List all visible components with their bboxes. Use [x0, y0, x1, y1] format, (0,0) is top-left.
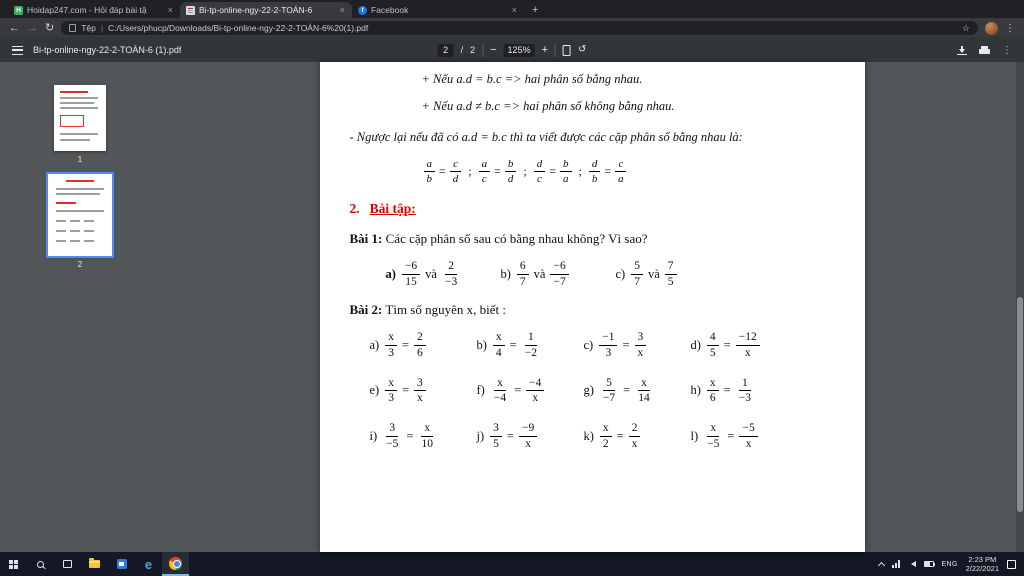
tab-strip	[0, 0, 1024, 18]
thumbnail-page-2-label: 2	[77, 260, 83, 269]
fraction	[450, 158, 462, 185]
address-bar	[0, 18, 1024, 38]
thumbnail-page-2-selected[interactable]	[48, 174, 112, 256]
fraction	[635, 377, 653, 405]
fraction-denominator: 5	[667, 275, 674, 288]
bai1-text: Các cặp phân số sau có bằng nhau không? Vì sao?	[382, 231, 648, 247]
omnibox-divider: |	[100, 23, 104, 33]
fraction-denominator: 2	[602, 437, 609, 450]
chevron-up-icon[interactable]	[878, 561, 885, 568]
bai2-text: Tìm số nguyên x, biết :	[382, 302, 506, 318]
fraction	[505, 158, 517, 185]
fraction-denominator: 6	[709, 392, 716, 405]
bai2-title	[350, 302, 865, 318]
toolbar-divider	[482, 44, 483, 57]
forward-icon[interactable]: →	[27, 21, 38, 34]
fraction	[600, 377, 618, 405]
equals-sign: =	[727, 428, 735, 443]
tab-facebook[interactable]	[352, 2, 524, 18]
equals-sign: =	[401, 383, 410, 398]
fraction	[522, 331, 540, 359]
fraction-denominator: b	[591, 173, 598, 186]
edge-button[interactable]	[135, 552, 162, 576]
fraction	[707, 331, 719, 359]
fraction	[490, 422, 502, 450]
equals-sign: =	[549, 164, 557, 179]
fraction	[526, 377, 544, 405]
scheme-label: Tệp	[81, 23, 96, 33]
tab-title: Bi-tp-online-ngy-22-2-TOÁN-6	[199, 5, 313, 15]
fraction-numerator: −6	[550, 260, 568, 275]
bai1-row	[386, 260, 865, 288]
fraction-numerator: a	[424, 158, 436, 172]
pdf-toolbar-right	[957, 45, 1012, 56]
fraction-numerator: x	[600, 422, 612, 437]
fraction	[550, 260, 568, 288]
search-icon	[37, 561, 44, 568]
equality-separator: ;	[523, 164, 527, 179]
fraction-numerator: b	[560, 158, 572, 172]
fraction-denominator: −7	[602, 392, 616, 405]
pdf-menu-icon[interactable]	[12, 46, 23, 55]
fraction-numerator: x	[421, 422, 433, 437]
fraction	[493, 331, 505, 359]
edge-icon: e	[144, 556, 153, 572]
exercise-item	[477, 377, 584, 405]
tab-close-icon[interactable]: ×	[167, 5, 173, 15]
fraction	[589, 158, 601, 185]
scrollbar-thumb[interactable]	[1017, 297, 1023, 512]
fraction-denominator: d	[452, 173, 459, 186]
network-icon[interactable]	[892, 560, 900, 568]
profile-avatar[interactable]	[985, 22, 998, 35]
fraction-denominator: x	[417, 392, 423, 405]
fraction-numerator: 3	[490, 422, 502, 437]
tab-title: Facebook	[371, 5, 409, 15]
fraction-denominator: d	[507, 173, 514, 186]
section-heading	[350, 201, 865, 217]
fraction-denominator: 14	[638, 392, 650, 405]
fraction-numerator: a	[479, 158, 491, 172]
equals-sign: =	[506, 428, 514, 443]
equality-separator: ;	[468, 164, 472, 179]
fraction	[707, 377, 719, 405]
pdf-more-icon[interactable]: ⋮	[1002, 44, 1012, 56]
exercise-item	[370, 422, 477, 450]
exercise-item	[370, 331, 477, 359]
bai2-grid	[370, 331, 865, 450]
facebook-favicon-icon: f	[358, 6, 367, 15]
fraction-numerator: −9	[519, 422, 537, 437]
bai1-label: Bài 1:	[349, 231, 383, 247]
fraction-numerator: 3	[386, 422, 398, 437]
fraction-numerator: x	[385, 377, 397, 392]
fraction-numerator: 5	[631, 260, 643, 275]
bookmark-star-icon[interactable]: ☆	[961, 22, 970, 33]
search-button[interactable]	[27, 552, 54, 576]
fraction	[665, 260, 677, 288]
fraction-denominator: x	[744, 347, 751, 360]
exercise-label: a)	[369, 338, 380, 353]
fraction-numerator: 7	[665, 260, 677, 275]
fraction-denominator: 3	[388, 392, 394, 405]
fraction-denominator: a	[618, 173, 624, 186]
fraction	[424, 158, 436, 185]
exercise-label: b)	[500, 266, 511, 281]
language-indicator[interactable]: ENG	[941, 560, 958, 568]
fraction	[414, 377, 426, 405]
fraction-numerator: −12	[736, 331, 760, 346]
fraction	[383, 422, 401, 450]
pdf-viewer	[0, 62, 1024, 552]
fraction	[631, 260, 643, 288]
fraction	[491, 377, 509, 405]
exercise-item	[584, 377, 691, 405]
pdf-page	[320, 62, 865, 552]
fraction-denominator: c	[481, 173, 487, 186]
fraction-numerator: 1	[739, 377, 751, 392]
exercise-item	[691, 377, 798, 405]
zoom-level: 125%	[504, 44, 535, 57]
fraction-denominator: −5	[386, 437, 399, 450]
notification-center-icon[interactable]	[1007, 560, 1016, 569]
exercise-item	[584, 331, 691, 359]
fraction	[599, 331, 617, 359]
exercise-label: f)	[476, 383, 485, 398]
fraction-denominator: c	[537, 173, 542, 186]
fraction-denominator: 5	[493, 437, 499, 450]
fraction-numerator: −1	[599, 331, 617, 346]
task-view-button[interactable]	[54, 552, 81, 576]
fraction-numerator: 6	[517, 260, 529, 275]
fraction	[704, 422, 722, 450]
fraction-denominator: 5	[709, 347, 716, 360]
back-icon[interactable]: ←	[9, 21, 20, 34]
store-icon	[117, 559, 127, 569]
fraction-numerator: x	[494, 377, 506, 392]
fraction-numerator: x	[638, 377, 650, 392]
fraction-denominator: 3	[388, 347, 394, 360]
fraction-denominator: −7	[553, 275, 566, 288]
clock[interactable]	[966, 555, 999, 573]
exercise-label: a)	[385, 266, 396, 281]
zoom-out-button[interactable]: −	[490, 43, 497, 56]
fraction-denominator: 6	[417, 347, 423, 360]
fraction-denominator: 15	[405, 275, 417, 288]
fraction-denominator: x	[631, 437, 638, 450]
rule-line-1: + Nếu a.d = b.c => hai phân số bằng nhau.	[421, 72, 643, 86]
equals-sign: =	[616, 428, 624, 443]
fraction-numerator: −5	[739, 422, 757, 437]
exercise-item	[616, 260, 731, 288]
file-scheme-icon	[69, 24, 76, 32]
thumbnail-sidebar	[0, 62, 160, 552]
fraction-numerator: 3	[635, 331, 647, 346]
fraction	[615, 158, 627, 185]
fraction	[600, 422, 612, 450]
fraction	[736, 331, 760, 359]
rule-line-3: - Ngược lại nếu đã có a.d = b.c thì ta viết được các cặp phân số bằng nhau là:	[349, 130, 743, 144]
exercise-item	[691, 422, 798, 450]
download-icon[interactable]	[957, 46, 967, 55]
comparison-word: và	[533, 266, 546, 281]
fraction-numerator: d	[589, 158, 601, 172]
fraction	[385, 377, 397, 405]
bai2-label: Bài 2:	[349, 302, 383, 318]
tab-pdf-active[interactable]	[180, 2, 352, 18]
tray-time: 2:23 PM	[968, 555, 997, 564]
fraction	[560, 158, 572, 185]
fit-page-icon[interactable]	[563, 45, 571, 56]
exercise-label: g)	[583, 383, 594, 398]
equals-sign: =	[494, 164, 501, 179]
equals-sign: =	[604, 164, 612, 179]
browser-menu-icon[interactable]: ⋮	[1005, 22, 1015, 34]
fraction-numerator: 4	[707, 331, 719, 346]
windows-taskbar	[0, 552, 1024, 576]
fraction	[635, 331, 647, 359]
fraction-denominator: 4	[495, 347, 502, 360]
equals-sign: =	[509, 338, 517, 353]
thumbnail-page-1-label: 1	[77, 155, 83, 164]
fraction-numerator: 5	[603, 377, 615, 392]
page-area	[160, 62, 1024, 552]
exercise-label: h)	[690, 383, 701, 398]
exercise-item	[501, 260, 616, 288]
system-tray	[879, 552, 1024, 576]
pdf-toolbar	[0, 38, 1024, 62]
taskbar-spacer	[189, 552, 879, 576]
equals-sign: =	[439, 164, 446, 179]
equals-sign: =	[623, 383, 631, 398]
fraction-denominator: 3	[605, 347, 612, 360]
pdf-toolbar-center	[438, 38, 587, 62]
fraction-numerator: x	[385, 331, 397, 346]
fraction	[402, 260, 420, 288]
fraction-numerator: 3	[414, 377, 426, 392]
thumbnail-page-1[interactable]	[54, 85, 106, 151]
exercise-item	[386, 260, 501, 288]
fraction-denominator: −5	[707, 437, 720, 450]
exercise-item	[584, 422, 691, 450]
fraction-denominator: 7	[519, 275, 526, 288]
page-separator: /	[460, 45, 464, 55]
task-view-icon	[63, 560, 72, 568]
fraction-denominator: −3	[444, 275, 458, 288]
chrome-icon	[169, 557, 182, 570]
fraction-numerator: c	[615, 158, 626, 172]
rule-line-2: + Nếu a.d ≠ b.c => hai phân số không bằng nhau.	[421, 99, 675, 113]
fraction-denominator: 7	[634, 275, 640, 288]
fraction-denominator: x	[525, 437, 531, 450]
exercise-label: c)	[615, 266, 626, 281]
folder-icon	[89, 560, 100, 568]
url-path: C:/Users/phucp/Downloads/Bi-tp-online-ngy-22-2-TOÁN-6%20(1).pdf	[108, 23, 369, 33]
exercise-item	[477, 331, 584, 359]
equals-sign: =	[514, 383, 522, 398]
exercise-item	[691, 331, 798, 359]
exercise-item	[370, 377, 477, 405]
tab-title: Hoidap247.com - Hỏi đáp bài tậ	[27, 5, 147, 15]
fraction	[629, 422, 641, 450]
exercise-label: j)	[476, 428, 485, 443]
comparison-word: và	[647, 266, 660, 281]
fraction-denominator: a	[563, 173, 569, 186]
fraction-numerator: 2	[629, 422, 641, 437]
fraction-numerator: −4	[526, 377, 544, 392]
new-tab-button[interactable]: +	[532, 4, 539, 16]
fraction-denominator: 10	[421, 437, 433, 450]
equalities-row	[423, 158, 865, 185]
fraction-denominator: b	[426, 173, 432, 186]
fraction-numerator: −6	[402, 260, 420, 275]
tab-hoidap247[interactable]	[8, 2, 180, 18]
bai1-title	[350, 231, 865, 247]
rotate-icon[interactable]: ↺	[578, 44, 587, 55]
exercise-label: k)	[583, 428, 594, 443]
hoidap247-favicon-icon: H	[14, 6, 23, 15]
exercise-label: c)	[583, 338, 594, 353]
start-button[interactable]	[0, 552, 27, 576]
fraction-denominator: −3	[738, 392, 751, 405]
battery-icon[interactable]	[924, 561, 934, 567]
fraction-numerator: x	[493, 331, 505, 346]
viewer-scrollbar[interactable]	[1016, 62, 1024, 552]
fraction-numerator: 2	[445, 260, 457, 275]
exercise-label: e)	[369, 383, 380, 398]
fraction-numerator: c	[450, 158, 461, 172]
fraction-denominator: x	[745, 437, 752, 450]
toolbar-divider	[555, 44, 556, 57]
exercise-item	[477, 422, 584, 450]
exercise-label: i)	[369, 428, 378, 443]
equals-sign: =	[622, 338, 630, 353]
equals-sign: =	[401, 338, 410, 353]
tray-date: 2/22/2021	[965, 564, 999, 573]
fraction	[736, 377, 754, 405]
windows-logo-icon	[9, 560, 18, 569]
store-button[interactable]	[108, 552, 135, 576]
exercise-label: b)	[476, 338, 487, 353]
exercise-label: l)	[690, 428, 699, 443]
url-omnibox[interactable]	[61, 21, 978, 35]
fraction-denominator: x	[532, 392, 539, 405]
page-number-input[interactable]: 2	[438, 44, 454, 57]
fraction-denominator: −2	[524, 347, 537, 360]
fraction	[517, 260, 529, 288]
equals-sign: =	[723, 338, 731, 353]
fraction-numerator: x	[707, 422, 719, 437]
fraction-denominator: x	[637, 347, 644, 360]
fraction-numerator: b	[505, 158, 517, 172]
print-icon[interactable]	[979, 46, 990, 55]
reload-icon[interactable]: ↻	[45, 21, 55, 34]
page-total: 2	[470, 45, 476, 55]
volume-icon[interactable]	[908, 561, 916, 567]
fraction	[414, 331, 426, 359]
equals-sign: =	[406, 428, 414, 443]
fraction-numerator: 1	[525, 331, 537, 346]
tab-close-icon[interactable]: ×	[339, 5, 345, 15]
equals-sign: =	[723, 383, 731, 398]
section-number: 2.	[349, 201, 360, 217]
comparison-word: và	[425, 266, 437, 281]
pdf-favicon-icon	[186, 6, 195, 15]
zoom-in-button[interactable]: +	[541, 43, 549, 56]
fraction-numerator: d	[534, 158, 546, 172]
equality-separator: ;	[578, 164, 582, 179]
fraction	[519, 422, 537, 450]
pdf-filename: Bi-tp-online-ngy-22-2-TOÁN-6 (1).pdf	[33, 45, 182, 55]
tab-close-icon[interactable]: ×	[511, 5, 517, 15]
fraction	[534, 158, 546, 185]
exercise-label: d)	[690, 338, 701, 353]
file-explorer-button[interactable]	[81, 552, 108, 576]
fraction	[385, 331, 397, 359]
fraction	[479, 158, 491, 185]
fraction	[739, 422, 757, 450]
fraction-numerator: 2	[414, 331, 426, 346]
fraction	[418, 422, 436, 450]
chrome-button[interactable]	[162, 552, 189, 576]
fraction-numerator: x	[707, 377, 719, 392]
section-title: Bài tập:	[369, 201, 416, 217]
fraction-denominator: −4	[493, 392, 507, 405]
fraction	[442, 260, 460, 288]
